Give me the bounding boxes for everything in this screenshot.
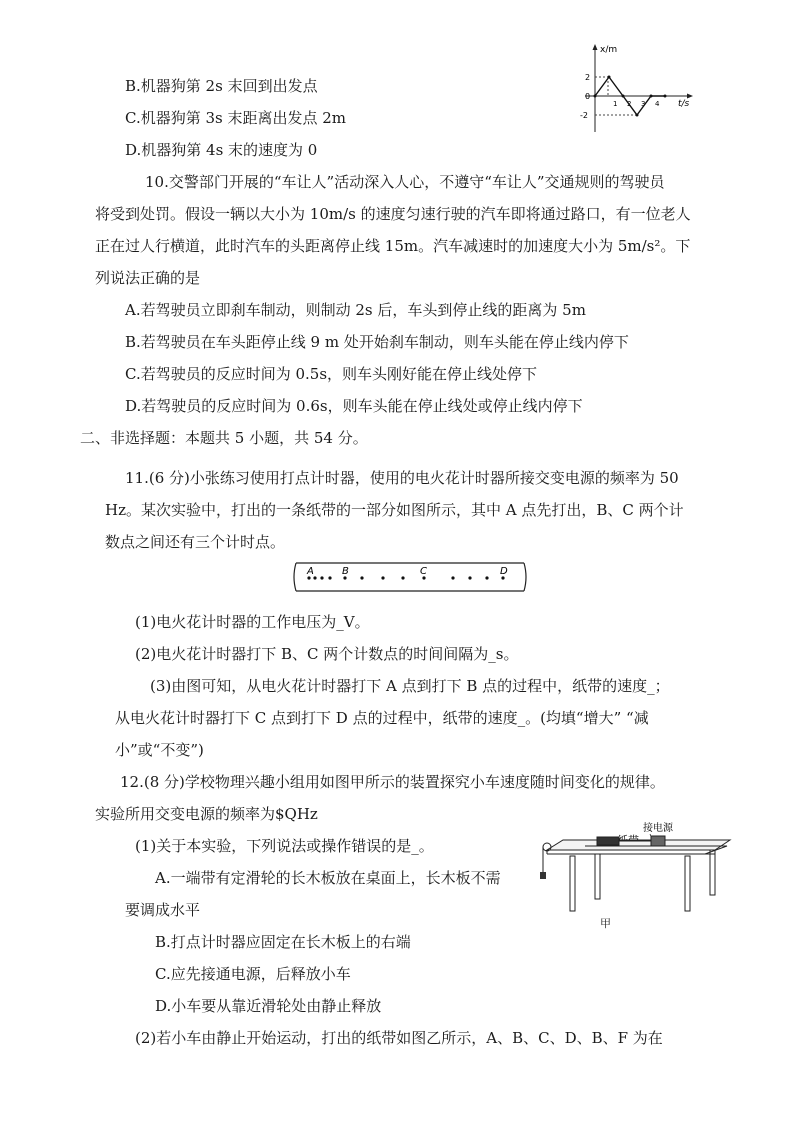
q12-option-a-line1: A.一端带有定滑轮的长木板放在桌面上，长木板不需: [155, 869, 501, 887]
x-axis-label: t/s: [678, 99, 690, 109]
q11-part-1: (1)电火花计时器的工作电压为_V。: [135, 613, 370, 631]
tick-x-1: 1: [613, 100, 618, 108]
tick-x-3: 3: [641, 100, 646, 108]
tick-y-0: 0: [585, 92, 591, 101]
tick-x-2: 2: [627, 100, 632, 108]
hanging-weight: [540, 872, 546, 879]
table-leg: [710, 850, 715, 895]
cart: [597, 837, 619, 845]
y-axis-label: x/m: [600, 45, 618, 55]
label-power: 接电源: [643, 823, 673, 834]
data-point: [622, 95, 625, 98]
data-point: [636, 114, 639, 117]
tape-label-a: A: [307, 566, 314, 577]
table-leg: [685, 856, 690, 911]
tape-dot: [451, 576, 454, 579]
data-point: [664, 95, 667, 98]
q12-part-2: (2)若小车由静止开始运动，打出的纸带如图乙所示，A、B、C、D、B、F 为在: [135, 1029, 663, 1047]
q12-option-b: B.打点计时器应固定在长木板上的右端: [155, 933, 411, 951]
tape-label-c: C: [420, 566, 427, 577]
q10-option-a: A.若驾驶员立即刹车制动，则制动 2s 后，车头到停止线的距离为 5m: [125, 301, 586, 319]
tick-y-neg2: -2: [580, 111, 588, 120]
q12-part-1: (1)关于本实验，下列说法或操作错误的是_。: [135, 837, 434, 855]
q9-option-c: C.机器狗第 3s 末距离出发点 2m: [125, 109, 347, 127]
tick-y-2: 2: [585, 73, 591, 82]
tape-label-b: B: [342, 566, 349, 577]
q11-part-3-line1: (3)由图可知，从电火花计时器打下 A 点到打下 B 点的过程中，纸带的速度_；: [150, 677, 670, 695]
q11-part-2: (2)电火花计时器打下 B、C 两个计数点的时间间隔为_s。: [135, 645, 519, 663]
table-leg: [570, 856, 575, 911]
tape-dot: [381, 576, 384, 579]
tape-dot: [468, 576, 471, 579]
tick-x-4: 4: [655, 100, 660, 108]
q11-part-3-line2: 从电火花计时器打下 C 点到打下 D 点的过程中，纸带的速度_。(均填“增大” “减: [115, 709, 649, 727]
tape-dot: [320, 576, 323, 579]
tape-right-edge: [524, 563, 526, 591]
data-point: [650, 95, 653, 98]
table-leg: [595, 854, 600, 899]
tape-dot: [360, 576, 363, 579]
tape-dot: [328, 576, 331, 579]
tape-dot: [401, 576, 404, 579]
tape-dot: [313, 576, 316, 579]
q12-stem-line1: 12.(8 分)学校物理兴趣小组用如图甲所示的装置探究小车速度随时间变化的规律。: [120, 773, 665, 791]
apparatus-figure: [535, 820, 740, 935]
x-t-graph: [575, 40, 695, 135]
q12-option-c: C.应先接通电源，后释放小车: [155, 965, 351, 983]
q10-stem-line3: 正在过人行横道，此时汽车的头距离停止线 15m。汽车减速时的加速度大小为 5m/s²。下: [95, 237, 691, 255]
tape-left-edge: [294, 563, 296, 591]
q9-option-d: D.机器狗第 4s 末的速度为 0: [125, 141, 318, 159]
q9-option-b: B.机器狗第 2s 末回到出发点: [125, 77, 318, 95]
y-axis-arrow: [593, 44, 598, 50]
q12-option-a-line2: 要调成水平: [125, 901, 201, 919]
tape-dot: [485, 576, 488, 579]
q11-stem-line1: 11.(6 分)小张练习使用打点计时器，使用的电火花计时器所接交变电源的频率为 50: [125, 469, 679, 487]
x-axis-arrow: [687, 94, 693, 99]
q11-part-3-line3: 小”或“不变”): [115, 741, 204, 759]
q11-stem-line3: 数点之间还有三个计时点。: [105, 533, 286, 551]
q10-option-c: C.若驾驶员的反应时间为 0.5s，则车头刚好能在停止线处停下: [125, 365, 538, 383]
q11-stem-line2: Hz。某次实验中，打出的一条纸带的一部分如图所示，其中 A 点先打出，B、C 两个计: [105, 501, 684, 519]
q10-stem-line2: 将受到处罚。假设一辆以大小为 10m/s 的速度匀速行驶的汽车即将通过路口，有一位老人: [95, 205, 691, 223]
paper-tape-figure: [290, 560, 530, 594]
q10-option-b: B.若驾驶员在车头距停止线 9 m 处开始刹车制动，则车头能在停止线内停下: [125, 333, 629, 351]
data-point: [608, 76, 611, 79]
figure-label-jia: 甲: [600, 917, 611, 930]
q12-option-d: D.小车要从靠近滑轮处由静止释放: [155, 997, 382, 1015]
tape-label-d: D: [500, 566, 508, 577]
data-point: [594, 95, 597, 98]
timer: [651, 836, 665, 846]
q10-stem-line1: 10.交警部门开展的“车让人”活动深入人心，不遵守“车让人”交通规则的驾驶员: [145, 173, 665, 191]
q10-stem-line4: 列说法正确的是: [95, 269, 201, 287]
section-heading: 二、非选择题：本题共 5 小题，共 54 分。: [80, 429, 368, 447]
q10-option-d: D.若驾驶员的反应时间为 0.6s，则车头能在停止线处或停止线内停下: [125, 397, 583, 415]
q12-stem-line2: 实验所用交变电源的频率为$QHz: [95, 805, 318, 823]
